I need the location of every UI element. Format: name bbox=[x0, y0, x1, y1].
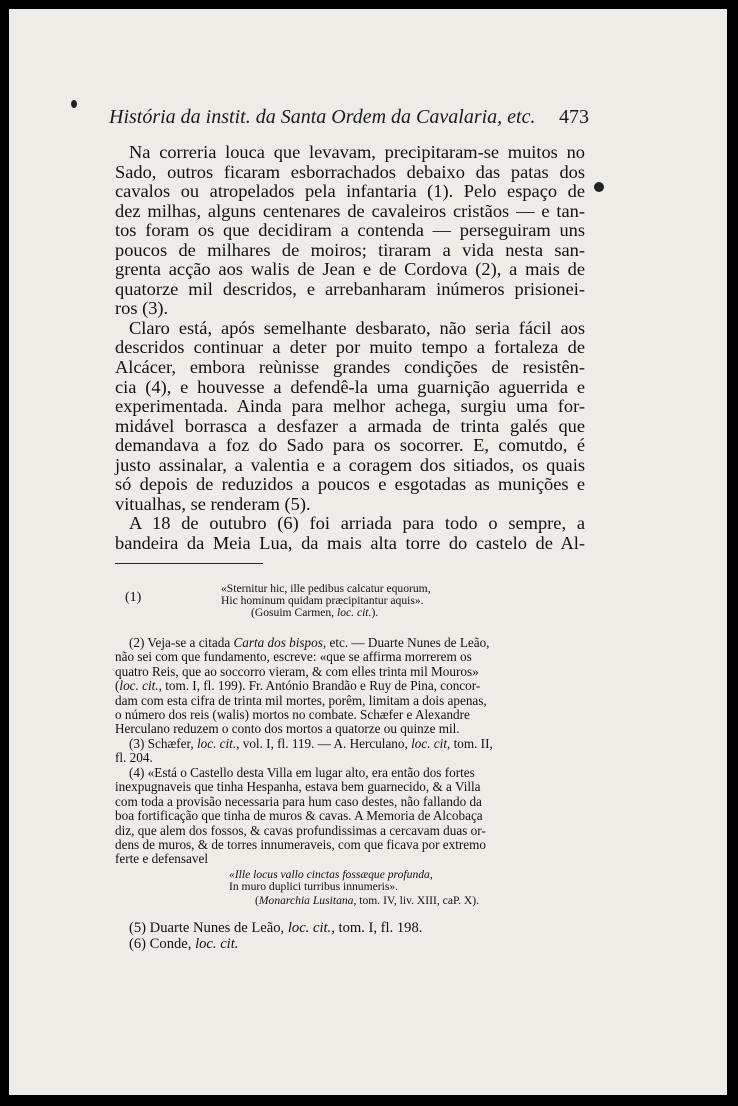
source-text: ( bbox=[255, 893, 259, 907]
footnote-5-6 bbox=[115, 920, 585, 952]
note-text: (5) Duarte Nunes de Leão, bbox=[129, 920, 288, 936]
note-line: diz, que alem dos fossos, & cavas profundissimas a cercavam duas or- bbox=[115, 822, 486, 838]
text-line: quatorze mil descridos, e arrebanharam inúmeros prisionei- bbox=[115, 278, 585, 299]
source-italic: Monarchia Lusitana bbox=[258, 893, 354, 907]
note-italic: loc. cit. bbox=[119, 678, 159, 694]
source-text: ). bbox=[371, 606, 379, 619]
text-line: demandava a foz do Sado para os socorrer. E, comutdo, é bbox=[115, 435, 585, 456]
text-line: justo assinalar, a valentia e a coragem dos sitiados, os quais bbox=[115, 454, 585, 475]
note-text: , vol. I, fl. 119. — A. Herculano, bbox=[236, 736, 412, 751]
text-line: midável borrasca a desfazer a armada de trinta galés que bbox=[115, 415, 585, 436]
latin-quote bbox=[115, 869, 585, 907]
footnote-2 bbox=[115, 636, 585, 737]
quote-line: In muro duplici turribus innumeris». bbox=[229, 879, 399, 893]
note-line: o número dos reis (walis) mortos no combate. Schæfer e Alexandre bbox=[115, 707, 470, 723]
latin-quote bbox=[115, 583, 585, 619]
note-line: fl. 204. bbox=[115, 750, 153, 766]
footnote-marker: (1) bbox=[125, 590, 142, 605]
note-line bbox=[115, 679, 585, 693]
note-line: boa fortificação que tinha de muros & cavas. A Memoria de Alcobaça bbox=[115, 808, 483, 824]
note-text: , tom. I, fl. 198. bbox=[331, 920, 423, 936]
text-line: Na correria louca que levavam, precipitaram-se muitos no bbox=[129, 142, 585, 162]
text-line: Sado, outros ficaram esborrachados debaixo das patas dos bbox=[115, 161, 585, 182]
book-page bbox=[9, 9, 727, 1095]
note-line bbox=[115, 737, 585, 751]
page-number: 473 bbox=[559, 106, 589, 128]
footnote-6 bbox=[115, 936, 585, 952]
note-text: , tom. II, bbox=[446, 736, 493, 751]
note-line: não sei com que fundamento, escreve: «que se affirma morrerem os bbox=[115, 649, 472, 665]
text-line: Alcácer, embora reùnisse grandes condições de resistên- bbox=[115, 357, 585, 378]
note-italic: loc. cit. bbox=[287, 920, 332, 936]
running-header bbox=[109, 106, 589, 129]
note-text: ( bbox=[115, 678, 120, 694]
note-italic: loc. cit. bbox=[195, 936, 239, 952]
note-line: ferte e defensavel bbox=[115, 851, 208, 867]
source-text: , tom. IV, liv. XIII, caP. X). bbox=[353, 893, 480, 907]
text-line: dez milhas, alguns centenares de cavaleiros cristãos — e tan- bbox=[115, 200, 585, 221]
quote-line: Hic hominum quidam præcipitantur aquis». bbox=[221, 594, 424, 607]
note-line: (4) «Está o Castello desta Villa em lugar alto, era então dos fortes bbox=[129, 765, 475, 780]
source-text: (Gosuim Carmen, bbox=[251, 606, 337, 619]
note-text: , etc. — Duarte Nunes de Leão, bbox=[322, 635, 490, 650]
note-italic: Carta dos bispos bbox=[233, 635, 323, 650]
footnote-1 bbox=[115, 583, 585, 619]
note-italic: loc. cit bbox=[411, 736, 447, 751]
source-italic: loc. cit. bbox=[336, 606, 372, 619]
running-title: História da instit. da Santa Ordem da Cavalaria, etc. bbox=[109, 106, 536, 128]
footnote-5 bbox=[115, 920, 585, 936]
text-line: experimentada. Ainda para melhor achega, surgiu uma for- bbox=[115, 396, 585, 417]
text-line: bandeira da Meia Lua, da mais alta torre do castelo de Al- bbox=[115, 532, 585, 553]
text-line: A 18 de outubro (6) foi arriada para todo o sempre, a bbox=[129, 513, 585, 534]
quote-line: «Sternitur hic, ille pedibus calcatur equorum, bbox=[221, 582, 431, 595]
note-line bbox=[115, 636, 585, 650]
text-line: poucos de milhares de moiros; tiraram a vida nesta san- bbox=[115, 239, 585, 260]
note-text: , tom. I, fl. 199). Fr. António Brandão e Ruy de Pina, concor- bbox=[158, 678, 481, 694]
quote-source bbox=[229, 895, 585, 907]
note-text: (2) Veja-se a citada bbox=[129, 635, 234, 650]
note-line: Herculano reduzem o conto dos mortos a quatorze ou quinze mil. bbox=[115, 721, 460, 737]
text-line: cavalos ou atropelados pela infantaria (1). Pelo espaço de bbox=[115, 181, 585, 202]
footnote-4 bbox=[115, 766, 585, 907]
text-line: só depois de reduzidos a poucos e esgotadas as munições e bbox=[115, 474, 585, 495]
text-line: ros (3). bbox=[115, 298, 169, 319]
note-line: inexpugnaveis que tinha Hespanha, estava bem guarnecido, & a Villa bbox=[115, 779, 481, 795]
text-line: vitualhas, se renderam (5). bbox=[115, 493, 311, 514]
ink-speck bbox=[594, 182, 604, 192]
text-line: Claro está, após semelhante desbarato, não seria fácil aos bbox=[129, 317, 585, 338]
note-line: dam com esta cifra de trinta mil mortes, porêm, limitam a dois apenas, bbox=[115, 692, 487, 708]
quote-line: «Ille locus vallo cinctas fossæque profunda, bbox=[229, 867, 433, 881]
note-text: (3) Schæfer, bbox=[129, 736, 197, 751]
footnote-3 bbox=[115, 737, 585, 766]
note-line: com toda a provisão necessaria para hum caso destes, não fallando da bbox=[115, 793, 482, 809]
text-line: cia (4), e houvesse a defendê-la uma guarnição aguerrida e bbox=[115, 376, 585, 397]
ink-speck bbox=[71, 100, 77, 108]
note-text: (6) Conde, bbox=[129, 936, 196, 952]
note-line: quatro Reis, que ao soccorro vieram, & com elles trinta mil Mouros» bbox=[115, 663, 479, 679]
footnote-rule bbox=[115, 563, 263, 564]
text-line: tos foram os que decidiram a contenda — perseguiram uns bbox=[115, 220, 585, 241]
text-line: descridos continuar a deter por muito tempo a fortaleza de bbox=[115, 337, 585, 358]
main-text bbox=[115, 143, 585, 553]
note-italic: loc. cit. bbox=[196, 736, 237, 751]
quote-source bbox=[221, 607, 585, 619]
note-line: dens de muros, & de torres innumeraveis, com que ficava por extremo bbox=[115, 837, 486, 853]
text-line: grenta acção aos walis de Jean e de Cordova (2), a mais de bbox=[115, 259, 585, 280]
